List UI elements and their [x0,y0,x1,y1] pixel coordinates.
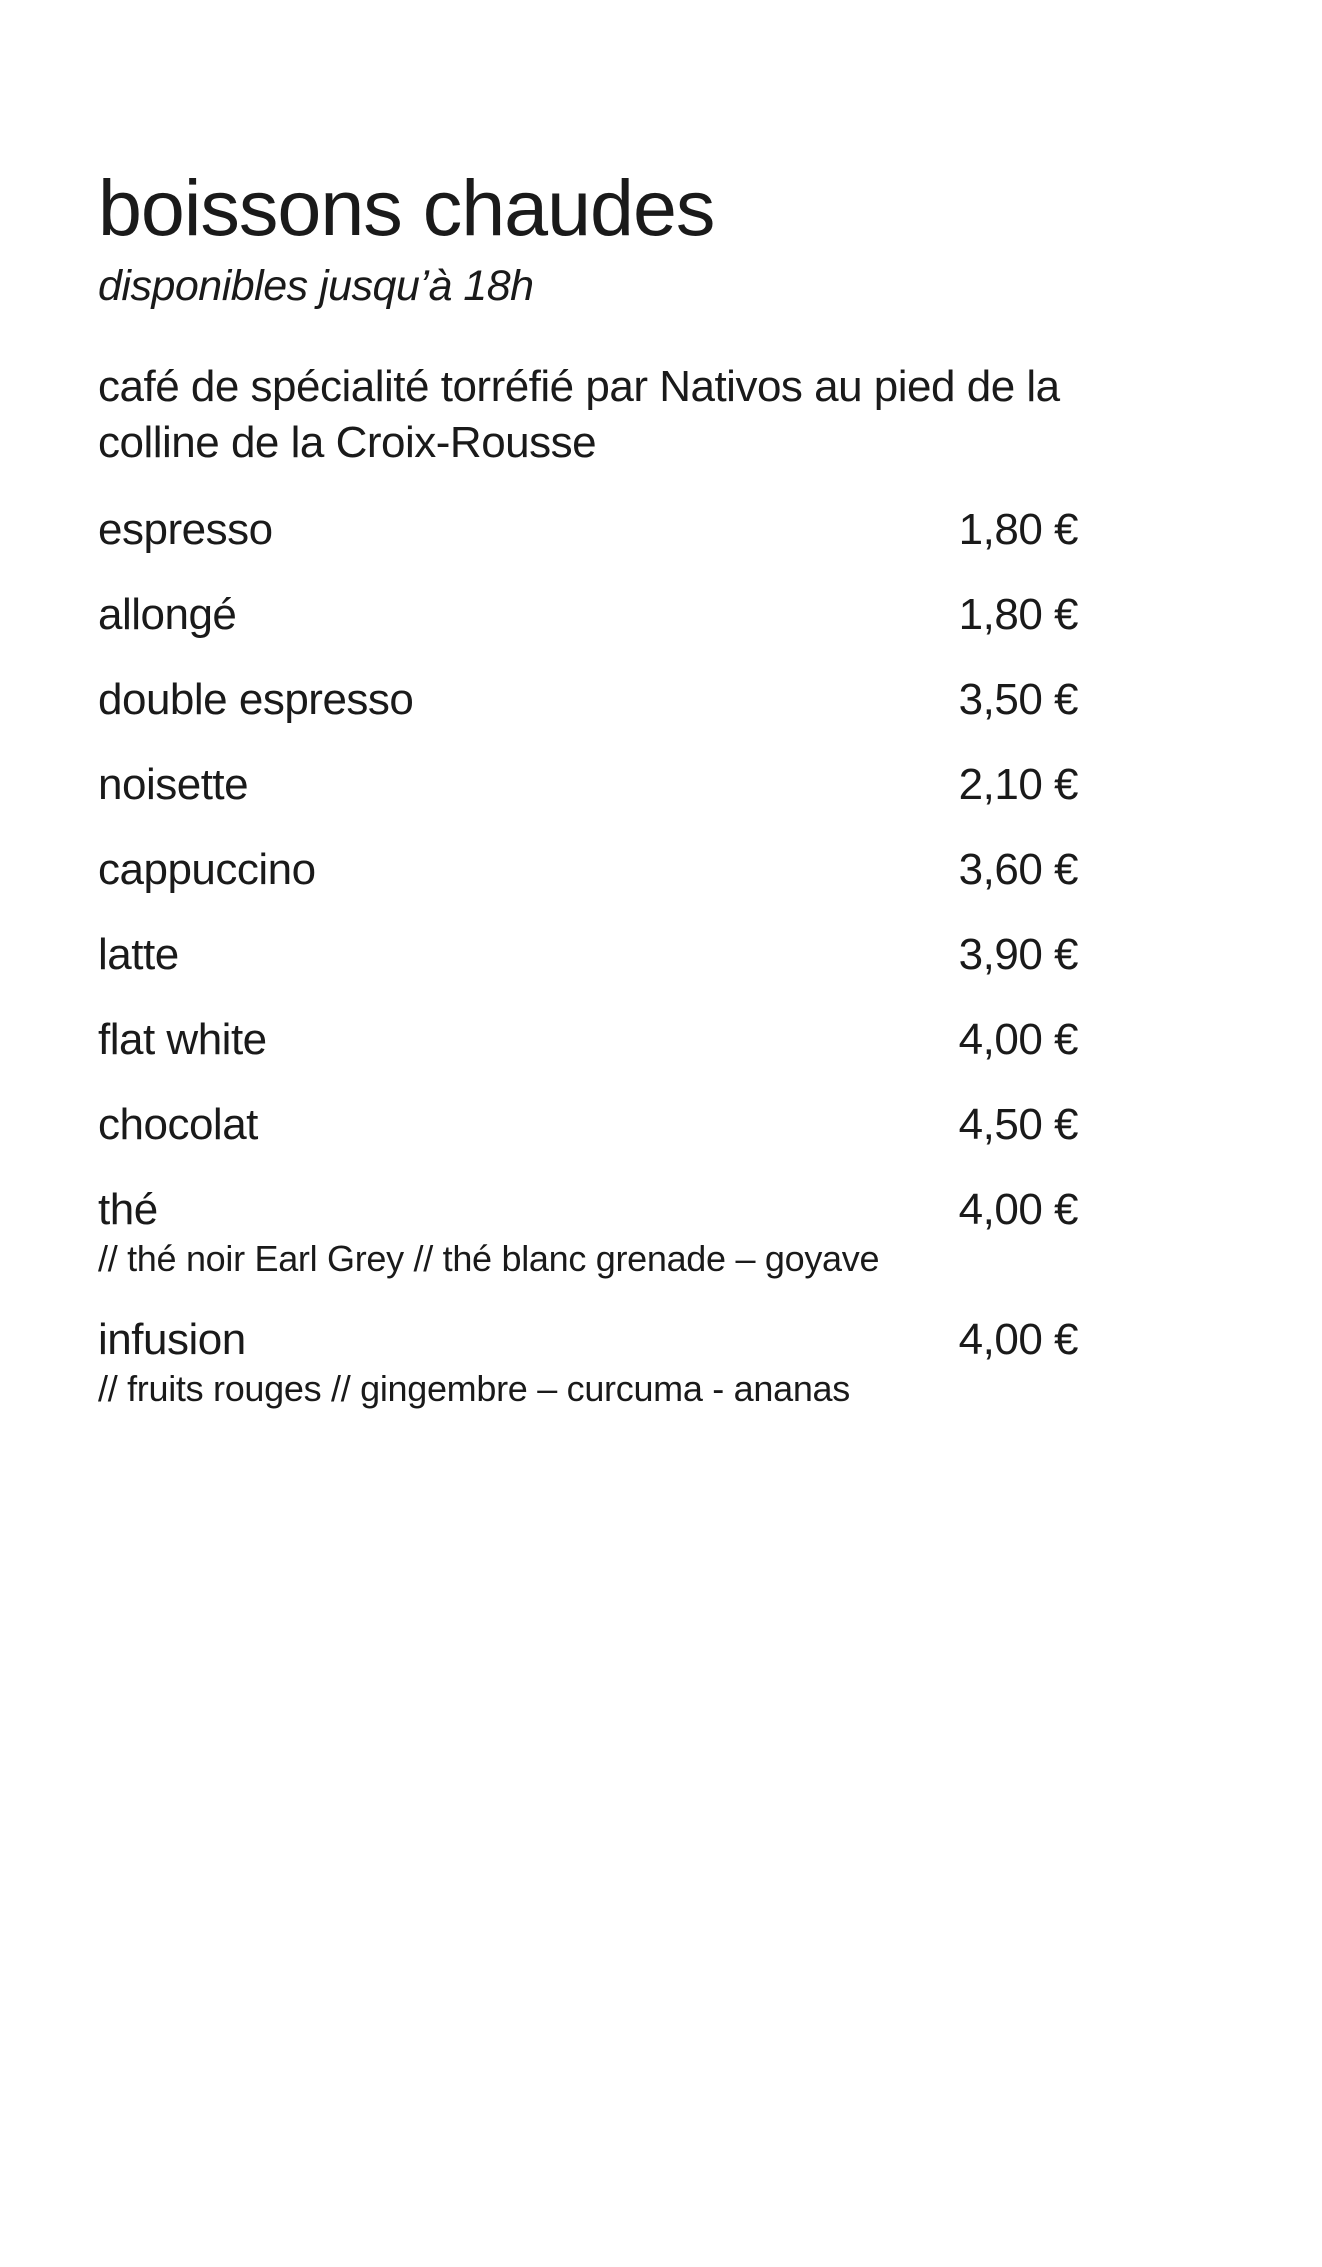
item-name: espresso [98,504,273,554]
item-detail: // fruits rouges // gingembre – curcuma - ananas [98,1367,850,1409]
item-price: 1,80 € [958,589,1078,639]
menu-item-infusion [98,1315,1178,1411]
menu-item-the [98,1185,1178,1281]
menu-item-flat-white [98,1015,1178,1065]
item-price: 3,90 € [958,929,1078,979]
item-name: flat white [98,1014,267,1064]
menu-item-allonge [98,590,1178,640]
menu-item-cappuccino [98,845,1178,895]
menu-item-latte [98,930,1178,980]
item-name: chocolat [98,1099,258,1149]
item-detail: // thé noir Earl Grey // thé blanc grenade – goyave [98,1237,880,1279]
menu-item-double-espresso [98,675,1178,725]
item-price: 1,80 € [958,504,1078,554]
availability-subtitle: disponibles jusqu’à 18h [98,262,534,310]
item-name: noisette [98,759,249,809]
menu-list [98,505,1178,1411]
item-price: 2,10 € [958,759,1078,809]
item-name: thé [98,1184,158,1234]
menu-item-noisette [98,760,1178,810]
menu-item-espresso [98,505,1178,555]
item-price: 4,50 € [958,1099,1078,1149]
item-price: 4,00 € [958,1184,1078,1234]
page-title: boissons chaudes [98,163,715,252]
item-name: allongé [98,589,237,639]
item-name: double espresso [98,674,414,724]
intro-text: café de spécialité torréfié par Nativos au pied de la colline de la Croix-Rousse [98,361,1060,467]
item-name: cappuccino [98,844,316,894]
item-price: 3,50 € [958,674,1078,724]
item-price: 4,00 € [958,1014,1078,1064]
item-price: 3,60 € [958,844,1078,894]
menu-page [98,163,1178,1445]
item-price: 4,00 € [958,1314,1078,1364]
menu-item-chocolat [98,1100,1178,1150]
item-name: infusion [98,1314,246,1364]
item-name: latte [98,929,179,979]
